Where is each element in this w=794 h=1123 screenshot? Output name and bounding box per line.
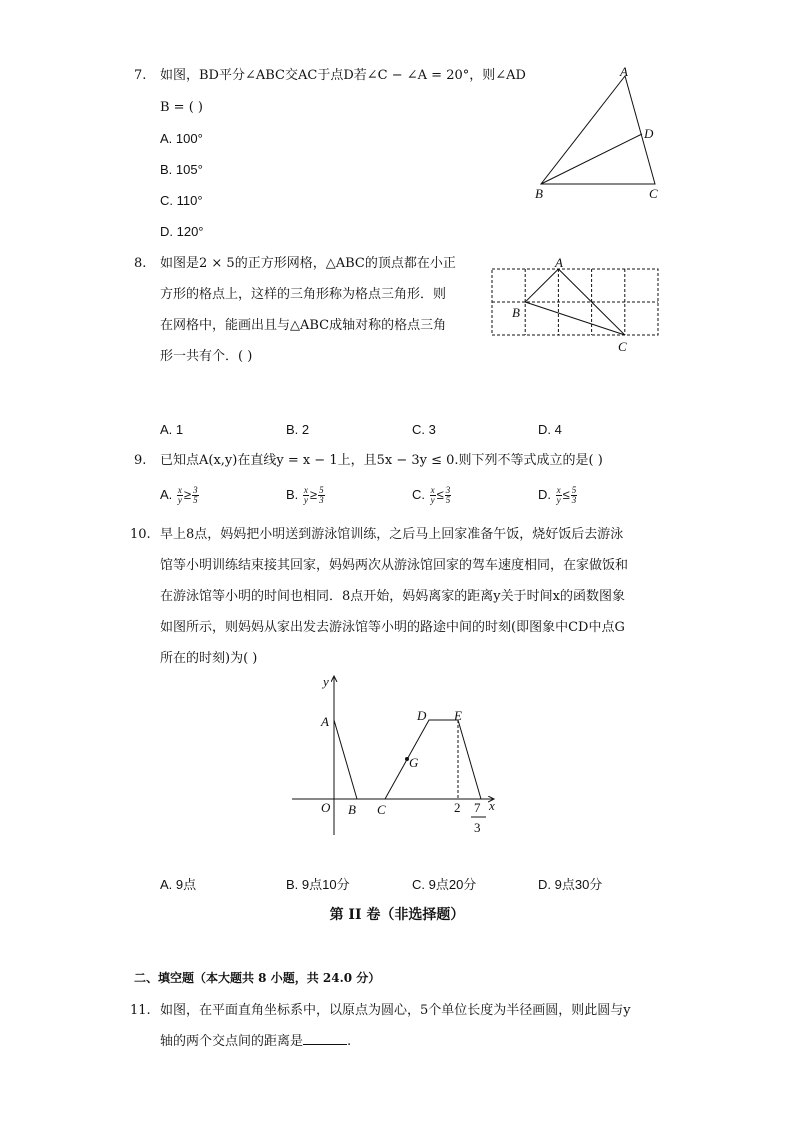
- q7-label-d: D: [644, 126, 654, 141]
- q10-segment-ab: [334, 720, 357, 799]
- q10-stem-line4: 如图所示，则妈妈从家出发去游泳馆等小明的路途中间的时刻(即图象中CD中点G: [160, 620, 625, 635]
- q10-label-g: G: [409, 755, 419, 770]
- q9-option-a-label: A.: [160, 487, 173, 502]
- q8-grid-figure: [486, 255, 666, 355]
- q10-stem-line2: 馆等小明训练结束接其回家，妈妈两次从游泳馆回家的驾车速度相同，在家做饭和: [160, 558, 629, 573]
- q9-option-a-op: ≥: [183, 487, 192, 502]
- q9-stem: 已知点A(x,y)在直线y = x − 1上，且5x − 3y ≤ 0.则下列不等式成立的是( ): [160, 453, 603, 468]
- q7-label-a: A: [620, 64, 628, 79]
- q8-option-b[interactable]: B. 2: [286, 422, 310, 437]
- q10-label-x: x: [489, 798, 495, 813]
- q8-option-a[interactable]: A. 1: [160, 422, 184, 437]
- q7-option-a[interactable]: A. 100°: [160, 131, 203, 146]
- q9-option-c-label: C.: [412, 487, 425, 502]
- q9-option-b-op: ≥: [309, 487, 318, 502]
- q10-tick-frac-num: 7: [474, 800, 481, 815]
- q10-stem-line5: 所在的时刻)为( ): [160, 651, 258, 666]
- q9-option-a[interactable]: [160, 486, 200, 505]
- q9-option-c-rhs: $\frac{3}{5}$: [445, 485, 451, 506]
- q7-bisector-bd: [541, 134, 642, 184]
- q10-option-d[interactable]: D. 9点30分: [538, 877, 603, 892]
- q10-option-a[interactable]: A. 9点: [160, 877, 197, 892]
- q9-option-b-rhs: $\frac{5}{3}$: [319, 485, 324, 506]
- part2-title: 第 II 卷（非选择题）: [329, 907, 465, 923]
- q10-label-y: y: [323, 674, 329, 689]
- q10-segment-cdef: [385, 720, 481, 799]
- q8-option-c[interactable]: C. 3: [412, 422, 436, 437]
- q9-option-d-label: D.: [538, 487, 551, 502]
- q11-stem-line1: 如图，在平面直角坐标系中，以原点为圆心，5个单位长度为半径画圆，则此圆与y: [160, 1003, 631, 1018]
- q7-triangle-abc: [541, 76, 655, 184]
- q9-option-c-lhs: $\frac{x}{y}$: [430, 485, 435, 506]
- q7-option-c[interactable]: C. 110°: [160, 193, 203, 208]
- q10-stem-line3: 在游泳馆等小明的时间也相同．8点开始，妈妈离家的距离y关于时间x的函数图象: [160, 589, 625, 604]
- q8-label-a: A: [555, 255, 563, 270]
- q10-label-d: D: [417, 708, 427, 723]
- q10-label-b: B: [348, 802, 356, 817]
- q10-stem-line1: 早上8点，妈妈把小明送到游泳馆训练，之后马上回家准备午饭，烧好饭后去游泳: [160, 527, 624, 542]
- q9-option-d-op: ≤: [562, 487, 570, 502]
- q11-stem-line2-text: 轴的两个交点间的距离是: [160, 1034, 304, 1049]
- q10-label-o: O: [321, 800, 331, 815]
- q10-label-e: E: [454, 708, 462, 723]
- q11-number: 11.: [130, 1003, 151, 1018]
- q7-label-c: C: [649, 186, 658, 201]
- q8-stem-line1: 如图是2 × 5的正方形网格，△ABC的顶点都在小正: [160, 256, 456, 271]
- q7-stem-line2: B = ( ): [160, 100, 203, 115]
- q9-option-b-lhs: $\frac{x}{y}$: [303, 485, 308, 506]
- q11-stem-line2: [160, 1032, 351, 1051]
- q10-label-a: A: [321, 714, 329, 729]
- q9-option-d-lhs: $\frac{x}{y}$: [556, 485, 561, 506]
- q8-dashed-grid: [492, 269, 658, 335]
- q8-stem-line4: 形一共有个．( ): [160, 349, 253, 364]
- q9-number: 9.: [134, 453, 147, 468]
- q9-option-c-op: ≤: [436, 487, 444, 502]
- q10-option-c[interactable]: C. 9点20分: [412, 877, 477, 892]
- q10-function-graph: [288, 670, 508, 840]
- q9-option-d-rhs: $\frac{5}{3}$: [571, 485, 577, 506]
- q9-option-d[interactable]: [538, 486, 578, 505]
- q11-stem-line2-end: .: [347, 1034, 352, 1049]
- q8-stem-line3: 在网格中，能画出且与△ABC成轴对称的格点三角: [160, 318, 447, 333]
- q8-stem-line2: 方形的格点上，这样的三角形称为格点三角形．则: [160, 287, 447, 302]
- q8-number: 8.: [134, 256, 147, 271]
- q9-option-b[interactable]: [286, 486, 326, 505]
- q7-triangle-figure: [525, 64, 675, 204]
- q9-option-c[interactable]: [412, 486, 452, 505]
- q11-answer-blank[interactable]: [303, 1032, 347, 1045]
- q7-number: 7.: [134, 68, 147, 83]
- q10-label-c: C: [377, 802, 386, 817]
- q7-label-b: B: [535, 186, 543, 201]
- q9-option-a-lhs: $\frac{x}{y}$: [177, 485, 182, 506]
- q7-option-b[interactable]: B. 105°: [160, 162, 203, 177]
- q8-option-d[interactable]: D. 4: [538, 422, 562, 437]
- q9-option-a-rhs: $\frac{3}{5}$: [193, 485, 198, 506]
- q10-number: 10.: [130, 527, 151, 542]
- q8-label-b: B: [512, 305, 520, 320]
- q9-option-b-label: B.: [286, 487, 299, 502]
- q7-option-d[interactable]: D. 120°: [160, 224, 204, 239]
- q10-tick-2: 2: [454, 800, 461, 815]
- section2-title: 二、填空题（本大题共 8 小题，共 24.0 分）: [134, 971, 381, 985]
- q10-tick-frac-den: 3: [474, 820, 481, 835]
- q7-stem-line1: 如图，BD平分∠ABC交AC于点D若∠C − ∠A = 20°，则∠AD: [160, 68, 526, 83]
- q10-option-b[interactable]: B. 9点10分: [286, 877, 350, 892]
- q8-label-c: C: [618, 339, 627, 354]
